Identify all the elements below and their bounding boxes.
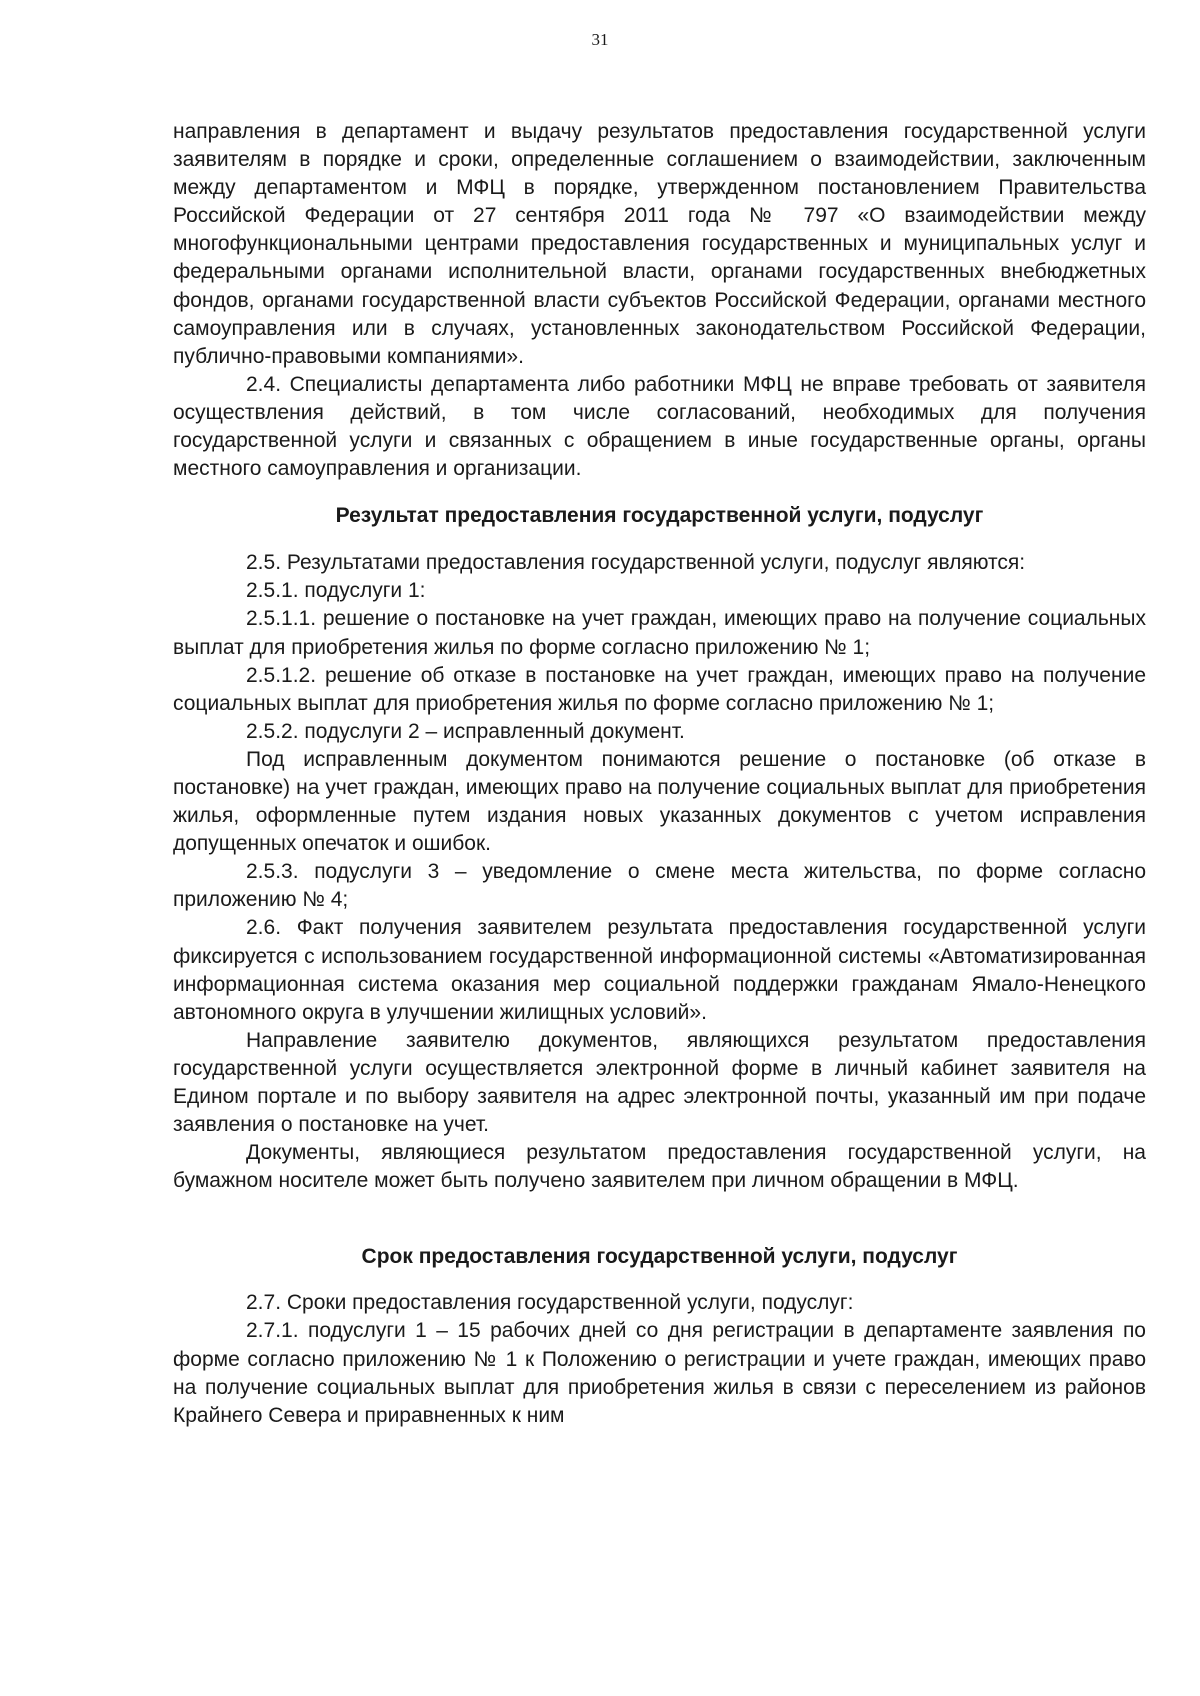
page-number: 31: [591, 30, 609, 49]
document-body: [173, 118, 1146, 1430]
section-term: [173, 1289, 1146, 1429]
paragraph: Направление заявителю документов, являющихся результатом предоставления государственной услуги осуществляется электронной форме в личный кабинет заявителя на Едином портале и по выбору заявителя на адрес электронной почты, указанный им при подаче заявления о постановке на учет.: [173, 1028, 1146, 1137]
paragraph: 2.6. Факт получения заявителем результата предоставления государственной услуги фиксируется с использованием государственной информационной системы «Автоматизированная информационная система оказания мер социальной поддержки гражданам Ямало-Ненецкого автономного округа в улучшении жилищных условий».: [173, 916, 1146, 1024]
section-heading-result: Результат предоставления государственной услуги, подуслуг: [335, 504, 984, 528]
paragraph: 2.5.2. подуслуги 2 – исправленный документ.: [246, 719, 685, 743]
paragraph: Под исправленным документом понимаются решение о постановке (об отказе в постановке) на учет граждан, имеющих право на получение социальных выплат для приобретения жилья, оформленные путем издания новых указанных документов с учетом исправления допущенных опечаток и ошибок.: [173, 747, 1146, 856]
section-heading-term: Срок предоставления государственной услуги, подуслуг: [361, 1245, 958, 1269]
paragraph: 2.7.1. подуслуги 1 – 15 рабочих дней со дня регистрации в департаменте заявления по форме согласно приложению № 1 к Положению о регистрации и учете граждан, имеющих право на получение социальных выплат для приобретения жилья в связи с переселением из районов Крайнего Севера и приравненных к ним: [173, 1319, 1146, 1427]
paragraph: 2.5.3. подуслуги 3 – уведомление о смене места жительства, по форме согласно приложению № 4;: [173, 860, 1146, 912]
paragraph: 2.7. Сроки предоставления государственной услуги, подуслуг:: [246, 1291, 854, 1315]
paragraph: направления в департамент и выдачу результатов предоставления государственной услуги заявителям в порядке и сроки, определенные соглашением о взаимодействии, заключенным между департаментом и МФЦ в порядке, утвержденном постановлением Правительства Российской Федерации от 27 сентября 2011 года № 797 «О взаимодействии между многофункциональными центрами предоставления государственных и муниципальных услуг и федеральными органами исполнительной власти, органами государственных внебюджетных фондов, органами государственной власти субъектов Российской Федерации, органами местного самоуправления или в случаях, установленных законодательством Российской Федерации, публично-правовыми компаниями».: [173, 120, 1146, 368]
paragraph: Документы, являющиеся результатом предоставления государственной услуги, на бумажном носителе может быть получено заявителем при личном обращении в МФЦ.: [173, 1141, 1146, 1193]
paragraph: 2.5.1.1. решение о постановке на учет граждан, имеющих право на получение социальных выплат для приобретения жилья по форме согласно приложению № 1;: [173, 607, 1146, 659]
paragraph: 2.5.1.2. решение об отказе в постановке на учет граждан, имеющих право на получение социальных выплат для приобретения жилья по форме согласно приложению № 1;: [173, 663, 1146, 715]
paragraph: 2.5. Результатами предоставления государственной услуги, подуслуг являются:: [246, 551, 1026, 575]
paragraph: 2.5.1. подуслуги 1:: [246, 579, 426, 603]
section-intro: [173, 118, 1146, 483]
section-result: [173, 549, 1146, 1195]
paragraph: 2.4. Специалисты департамента либо работники МФЦ не вправе требовать от заявителя осуществления действий, в том числе согласований, необходимых для получения государственной услуги и связанных с обращением в иные государственные органы, органы местного самоуправления и организации.: [173, 372, 1146, 481]
